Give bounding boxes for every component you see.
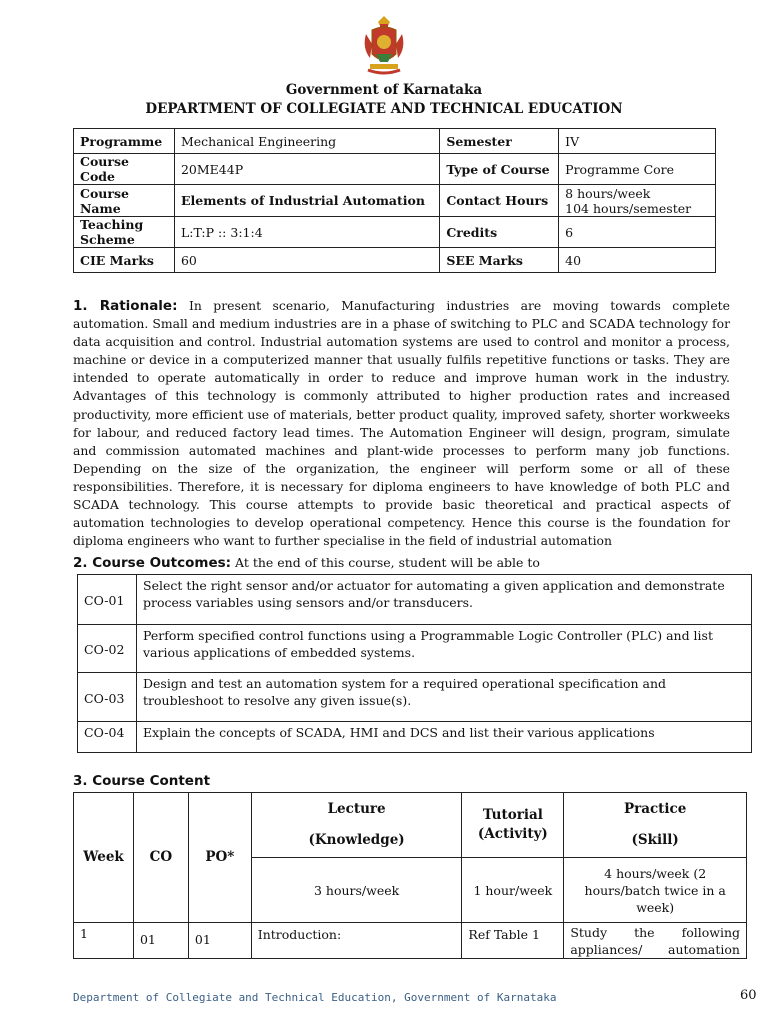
co-id: CO-03 [78, 673, 137, 722]
teaching-scheme-label [74, 217, 175, 248]
teaching-label-line2: Scheme [80, 232, 135, 247]
contact-hours-value [559, 185, 716, 217]
teaching-scheme-value: L:T:P :: 3:1:4 [174, 217, 439, 248]
table-row [78, 625, 752, 673]
table-row [74, 248, 716, 273]
practice-hours: 4 hours/week (2 hours/batch twice in a week) [564, 858, 747, 923]
co-id: CO-02 [78, 625, 137, 673]
cie-marks-value: 60 [174, 248, 439, 273]
course-name-label: Course Name [74, 185, 175, 217]
co-cell: 01 [133, 923, 188, 959]
rationale-section [73, 297, 730, 550]
tutorial-subtitle: (Activity) [477, 826, 548, 842]
content-heading-line [73, 772, 210, 790]
col-po: PO* [188, 793, 251, 923]
table-row [74, 154, 716, 185]
type-value: Programme Core [559, 154, 716, 185]
cie-marks-label: CIE Marks [74, 248, 175, 273]
rationale-text: In present scenario, Manufacturing industries are moving towards complete automation. Small and medium industries are in a phase of switching to PLC and SCADA technology for data acquisition and control. Industrial automation systems are used to control and monitor a process, machine or device in a computerized manner that usually fulfils repetitive functions or tasks. They are intended to operate automatically in order to reduce and improve human work in the industry. Advantages of this technology is commonly attributed to higher production rates and increased productivity, more efficient use of materials, better product quality, improved safety, shorter workweeks for labour, and reduced factory lead times. The Automation Engineer will design, program, simulate and commission automated machines and plant-wide processes to perform many job functions. Depending on the size of the organization, the engineer will perform some or all of these responsibilities. Therefore, it is necessary for diploma engineers to have knowledge of both PLC and SCADA technology. This course attempts to provide basic theoretical and practical aspects of automation technologies to develop operational competency. Hence this course is the foundation for diploma engineers who want to further specialise in the field of industrial automation [73, 298, 730, 549]
co-text: Explain the concepts of SCADA, HMI and DCS and list their various applications [137, 722, 752, 753]
outcomes-heading-line [73, 554, 540, 572]
contact-hours-label: Contact Hours [440, 185, 559, 217]
lecture-cell: Introduction: [251, 923, 462, 959]
see-marks-label: SEE Marks [440, 248, 559, 273]
programme-label: Programme [74, 129, 175, 154]
lecture-subtitle: (Knowledge) [308, 832, 405, 848]
practice-cell: Study the following appliances/ automation [564, 923, 747, 959]
tutorial-title: Tutorial [482, 807, 543, 823]
karnataka-emblem-icon [358, 14, 410, 78]
programme-value: Mechanical Engineering [174, 129, 439, 154]
co-id: CO-04 [78, 722, 137, 753]
content-heading: 3. Course Content [73, 773, 211, 789]
table-row [78, 673, 752, 722]
course-content-table [73, 792, 747, 959]
co-text: Select the right sensor and/or actuator for automating a given application and demonstrate process variables using sensors and/or transducers. [137, 575, 752, 625]
co-id: CO-01 [78, 575, 137, 625]
course-outcomes-table [77, 574, 752, 753]
contact-hours-semester: 104 hours/semester [565, 200, 692, 216]
government-title: Government of Karnataka [285, 82, 483, 98]
table-row [74, 185, 716, 217]
table-row [74, 923, 747, 959]
table-row [74, 217, 716, 248]
rationale-heading: 1. Rationale: [73, 298, 178, 314]
po-cell: 01 [188, 923, 251, 959]
co-text: Perform specified control functions using a Programmable Logic Controller (PLC) and list various applications of embedded systems. [137, 625, 752, 673]
footer-text: Department of Collegiate and Technical Education, Government of Karnataka [73, 991, 557, 1004]
see-marks-value: 40 [559, 248, 716, 273]
course-name-value: Elements of Industrial Automation [174, 185, 439, 217]
table-row [78, 722, 752, 753]
tutorial-hours: 1 hour/week [462, 858, 564, 923]
outcomes-heading: 2. Course Outcomes: [73, 555, 232, 571]
table-row [74, 129, 716, 154]
tutorial-cell: Ref Table 1 [462, 923, 564, 959]
course-code-value: 20ME44P [174, 154, 439, 185]
semester-value: IV [559, 129, 716, 154]
col-tutorial [462, 793, 564, 858]
col-week: Week [74, 793, 134, 923]
type-label: Type of Course [440, 154, 559, 185]
department-title: DEPARTMENT OF COLLEGIATE AND TECHNICAL EDUCATION [145, 101, 623, 117]
lecture-title: Lecture [327, 801, 386, 817]
col-co: CO [133, 793, 188, 923]
course-info-table [73, 128, 716, 273]
practice-title: Practice [623, 801, 687, 817]
col-practice [564, 793, 747, 858]
table-row [74, 793, 747, 858]
practice-subtitle: (Skill) [631, 832, 679, 848]
table-row [78, 575, 752, 625]
teaching-label-line1: Teaching [80, 217, 144, 232]
course-code-label: Course Code [74, 154, 175, 185]
page-number: 60 [740, 988, 757, 1003]
col-lecture [251, 793, 462, 858]
semester-label: Semester [440, 129, 559, 154]
outcomes-intro: At the end of this course, student will be able to [235, 555, 540, 570]
contact-hours-weekly: 8 hours/week [565, 185, 651, 201]
co-text: Design and test an automation system for a required operational specification and troubleshoot to resolve any given issue(s). [137, 673, 752, 722]
week-cell: 1 [74, 923, 134, 959]
credits-label: Credits [440, 217, 559, 248]
credits-value: 6 [559, 217, 716, 248]
lecture-hours: 3 hours/week [251, 858, 462, 923]
